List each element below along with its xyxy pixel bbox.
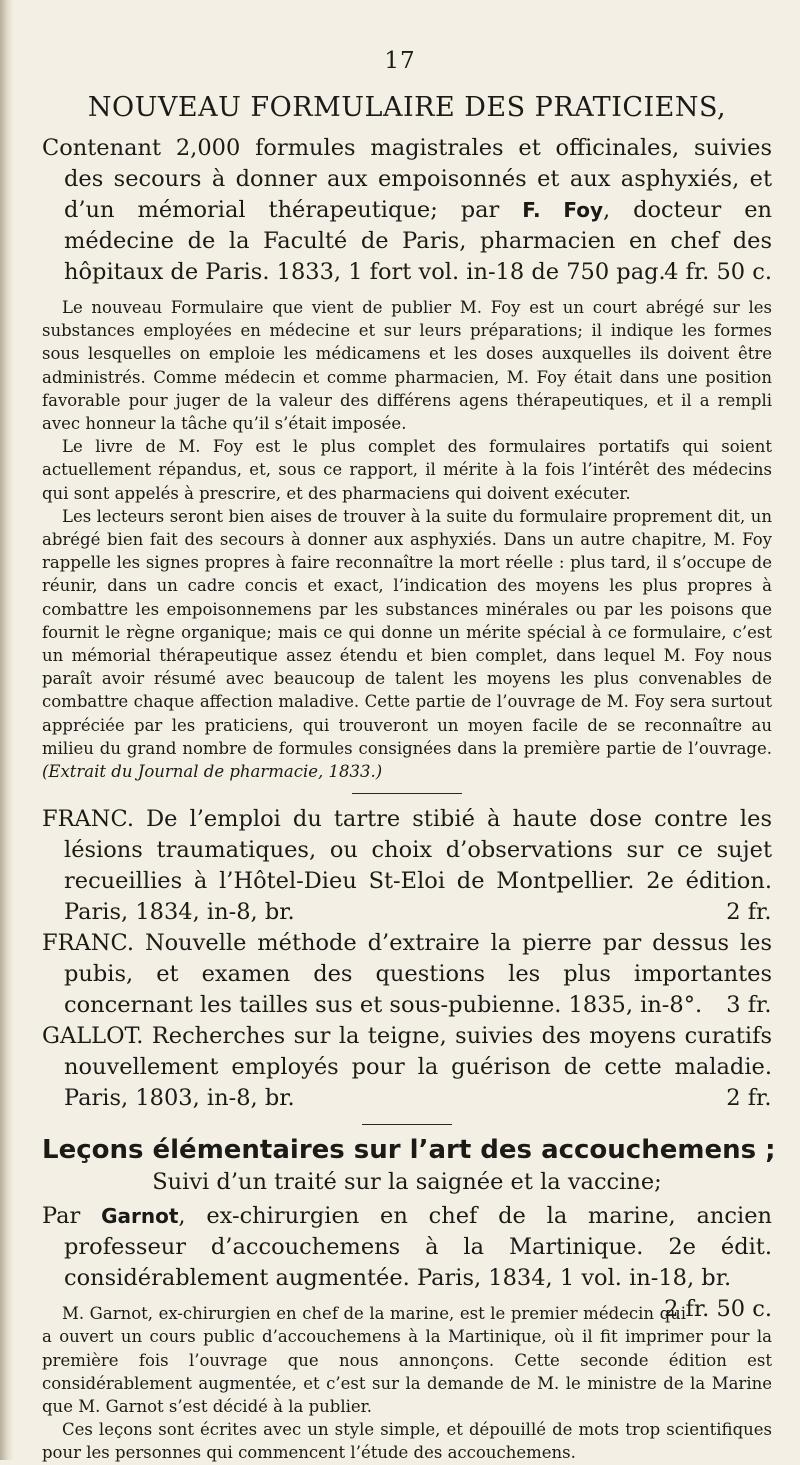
catalog-entry: [42, 804, 772, 928]
catalog-entry: [42, 928, 772, 1021]
page-content: [42, 92, 776, 1465]
section-title: Leçons élémentaires sur l’art des accouchemens ;: [42, 1135, 776, 1166]
entry-text: GALLOT. Recherches sur la teigne, suivies des moyens curatifs nouvellement employés pour la guérison de cette maladie. Paris, 1803, in-8, br.: [42, 1023, 772, 1112]
page-title: NOUVEAU FORMULAIRE DES PRATICIENS,: [87, 92, 727, 123]
entry-price: 3 fr.: [726, 992, 772, 1019]
entry-text: Par: [42, 1203, 102, 1230]
page-binding-edge: [0, 0, 14, 1460]
review-paragraph: Ces leçons sont écrites avec un style simple, et dépouillé de mots trop scientifiques pour les personnes qui commencent l’étude des accouchemens.: [42, 1420, 772, 1463]
author-name: Garnot: [101, 1204, 179, 1229]
catalog-entry-garnot: [42, 1201, 773, 1323]
author-name: F. Foy: [522, 198, 603, 222]
review-citation: (Extrait du Journal de pharmacie, 1833.): [42, 762, 383, 782]
entry-price: 2 fr.: [726, 1085, 772, 1112]
review-paragraph: Le nouveau Formulaire que vient de publier M. Foy est un court abrégé sur les substances employées en médecine et sur leurs préparations; il indique les formes sous lesquelles on emploie les médicamens et les doses auxquelles ils doivent être administrés. Comme médecin et comme pharmacien, M. Foy était dans une position favorable pour juger de la valeur des différens agens thérapeutiques, et il a rempli avec honneur la tâche qu’il s’était imposée.: [42, 298, 772, 434]
page-number: 17: [384, 48, 416, 74]
divider: [362, 1124, 452, 1125]
review-text: Les lecteurs seront bien aises de trouver à la suite du formulaire proprement dit, un abrégé bien fait des secours à donner aux asphyxiés. Dans un autre chapitre, M. Foy rappelle les signes propres à faire reconnaître la mort réelle : plus tard, il s’occupe de réunir, dans un cadre concis et exact, l’indication des moyens les plus propres à combattre les empoisonnemens par les substances minérales ou par les poisons que fournit le règne organique; mais ce qui donne un mérite spécial à ce formulaire, c’est un mémorial thérapeutique assez étendu et bien complet, dans lequel M. Foy nous paraît avoir résumé avec beaucoup de talent les moyens les plus convenables de combattre chaque affection maladive. Cette partie de l’ouvrage de M. Foy sera surtout appréciée par les praticiens, qui trouveront un moyen facile de se reconnaître au milieu du grand nombre de formules consignées dans la première partie de l’ouvrage.: [42, 506, 772, 758]
divider: [352, 793, 462, 794]
entry-text: FRANC. De l’emploi du tartre stibié à haute dose contre les lésions traumatiques, ou choix d’observations sur ce sujet recueillies à l’Hôtel-Dieu St-Eloi de Montpellier. 2e édition. Paris, 1834, in-8, br.: [42, 806, 772, 926]
entry-price: 4 fr. 50 c.: [664, 259, 772, 285]
entry-price: 2 fr. 50 c.: [664, 1296, 772, 1323]
entry-price: 2 fr.: [726, 899, 772, 926]
entry-text: Contenant 2,000 formules magistrales et officinales, suivies des secours à donner aux empoisonnés et aux asphyxiés, et d’un mémorial thérapeutique; par: [42, 135, 772, 223]
review-paragraph: M. Garnot, ex-chirurgien en chef de la marine, est le premier médecin qui a ouvert un cours public d’accouchemens à la Martinique, où il fit imprimer pour la première fois l’ouvrage que nous annonçons. Cette seconde édition est considérablement augmentée, et c’est sur la demande de M. le ministre de la Marine que M. Garnot s’est décidé à la publier.: [42, 1304, 772, 1417]
section-subtitle: Suivi d’un traité sur la saignée et la vaccine;: [152, 1169, 662, 1196]
entry-text: FRANC. Nouvelle méthode d’extraire la pierre par dessus les pubis, et examen des questions les plus importantes concernant les tailles sus et sous-pubienne. 1835, in-8°.: [42, 930, 772, 1019]
review-paragraph: Le livre de M. Foy est le plus complet des formulaires portatifs qui soient actuellement répandus, et, sous ce rapport, il mérite à la fois l’intérêt des médecins qui sont appelés à prescrire, et des pharmaciens qui doivent exécuter.: [42, 437, 772, 503]
entry-text: , docteur en médecine de la Faculté de Paris, pharmacien en chef des hôpitaux de Paris. 1833, 1 fort vol. in-18 de 750 pag.: [64, 197, 772, 285]
review-paragraph: [42, 505, 772, 783]
entry-text: , ex-chirurgien en chef de la marine, ancien professeur d’accouchemens à la Martinique. 2e édit. considérablement augmentée. Paris, 1834, 1 vol. in-18, br.: [64, 1203, 773, 1292]
catalog-entry-foy: [42, 133, 772, 288]
catalog-entry: [42, 1021, 772, 1114]
